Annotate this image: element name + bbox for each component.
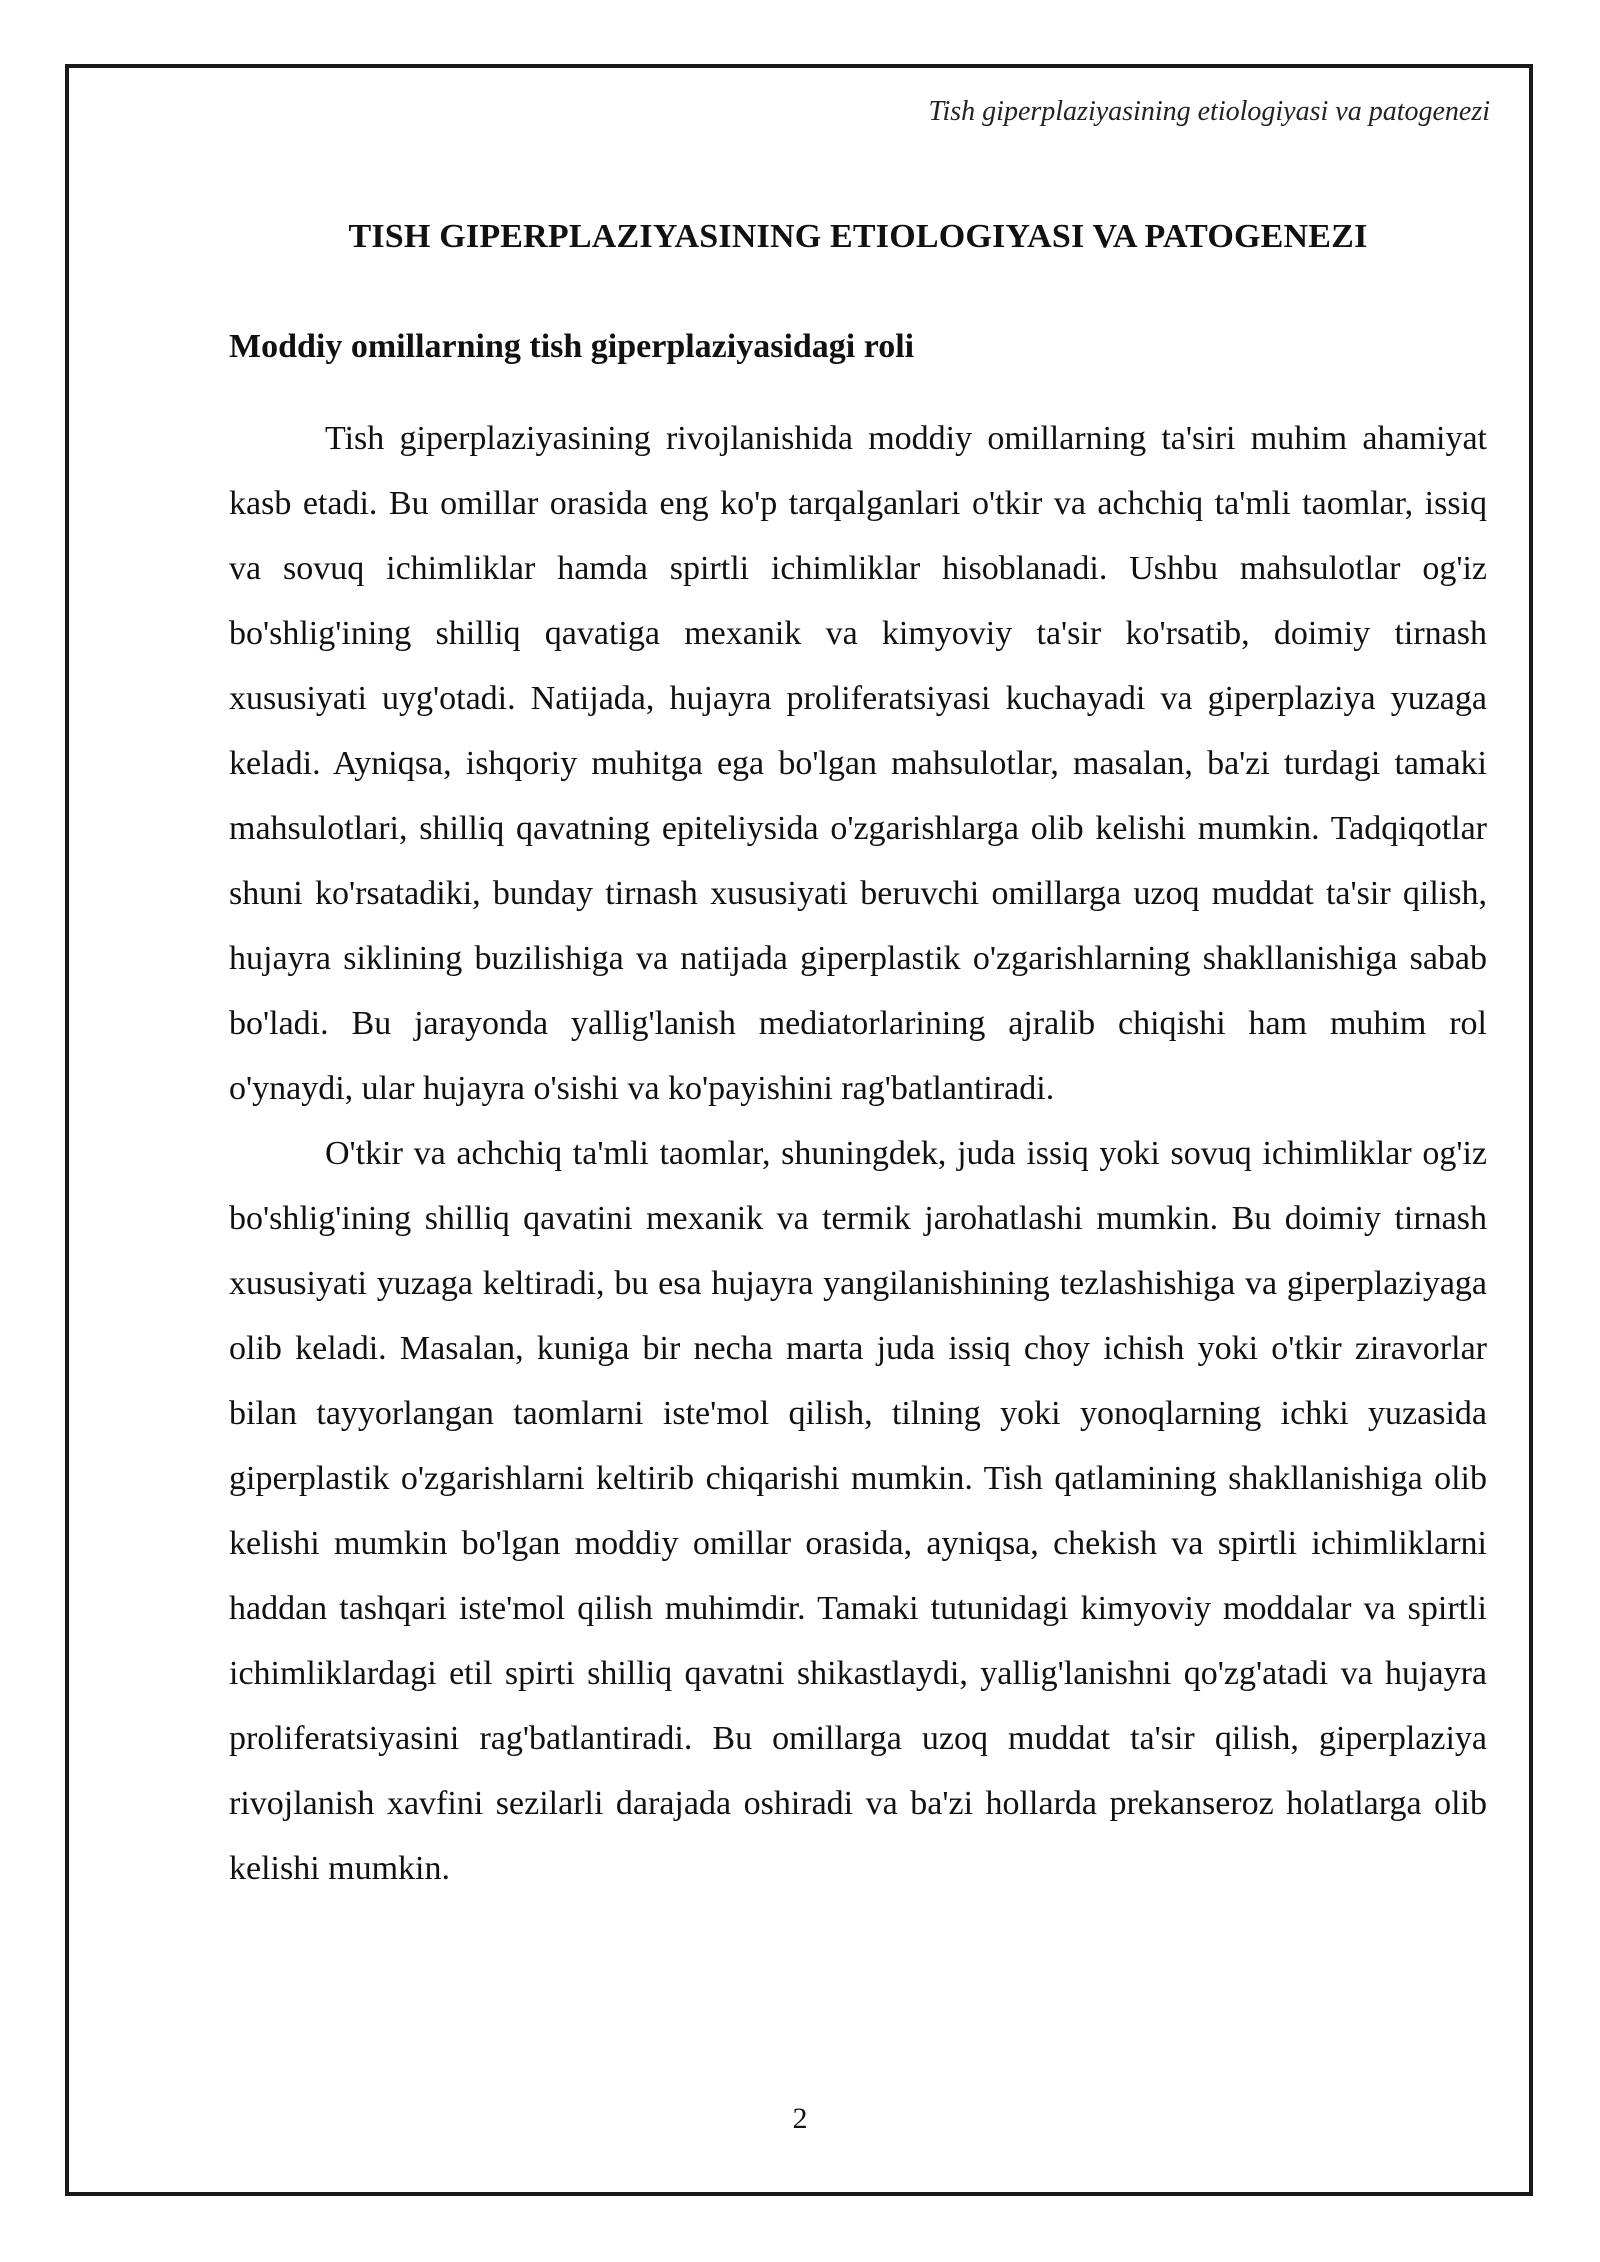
paragraph-2: O'tkir va achchiq ta'mli taomlar, shuningdek, juda issiq yoki sovuq ichimliklar og'iz bo'shlig'ining shilliq qavatini mexanik va termik jarohatlashi mumkin. Bu doimiy tirnash xususiyati yuzaga keltiradi, bu esa hujayra yangilanishining tezlashishiga va giperplaziyaga olib keladi. Masalan, kuniga bir necha marta juda issiq choy ichish yoki o'tkir ziravorlar bilan tayyorlangan taomlarni iste'mol qilish, tilning yoki yonoqlarning ichki yuzasida giperplastik o'zgarishlarni keltirib chiqarishi mumkin. Tish qatlamining shakllanishiga olib kelishi mumkin bo'lgan moddiy omillar orasida, ayniqsa, chekish va spirtli ichimliklarni haddan tashqari iste'mol qilish muhimdir. Tamaki tutunidagi kimyoviy moddalar va spirtli ichimliklardagi etil spirti shilliq qavatni shikastlaydi, yallig'lanishni qo'zg'atadi va hujayra proliferatsiyasini rag'batlantiradi. Bu omillarga uzoq muddat ta'sir qilish, giperplaziya rivojlanish xavfini sezilarli darajada oshiradi va ba'zi hollarda prekanseroz holatlarga olib kelishi mumkin. <box>229 1135 1487 1887</box>
section-heading: Moddiy omillarning tish giperplaziyasidagi roli <box>229 328 915 365</box>
body-text <box>229 406 1487 1901</box>
document-title: TISH GIPERPLAZIYASINING ETIOLOGIYASI VA PATOGENEZI <box>348 218 1368 255</box>
paragraph-1: Tish giperplaziyasining rivojlanishida moddiy omillarning ta'siri muhim ahamiyat kasb etadi. Bu omillar orasida eng ko'p tarqalganlari o'tkir va achchiq ta'mli taomlar, issiq va sovuq ichimliklar hamda spirtli ichimliklar hisoblanadi. Ushbu mahsulotlar og'iz bo'shlig'ining shilliq qavatiga mexanik va kimyoviy ta'sir ko'rsatib, doimiy tirnash xususiyati uyg'otadi. Natijada, hujayra proliferatsiyasi kuchayadi va giperplaziya yuzaga keladi. Ayniqsa, ishqoriy muhitga ega bo'lgan mahsulotlar, masalan, ba'zi turdagi tamaki mahsulotlari, shilliq qavatning epiteliysida o'zgarishlarga olib kelishi mumkin. Tadqiqotlar shuni ko'rsatadiki, bunday tirnash xususiyati beruvchi omillarga uzoq muddat ta'sir qilish, hujayra siklining buzilishiga va natijada giperplastik o'zgarishlarning shakllanishiga sabab bo'ladi. Bu jarayonda yallig'lanish mediatorlarining ajralib chiqishi ham muhim rol o'ynaydi, ular hujayra o'sishi va ko'payishini rag'batlantiradi. <box>229 420 1487 1107</box>
page-number: 2 <box>792 2102 808 2135</box>
running-header: Tish giperplaziyasining etiologiyasi va patogenezi <box>928 96 1490 127</box>
